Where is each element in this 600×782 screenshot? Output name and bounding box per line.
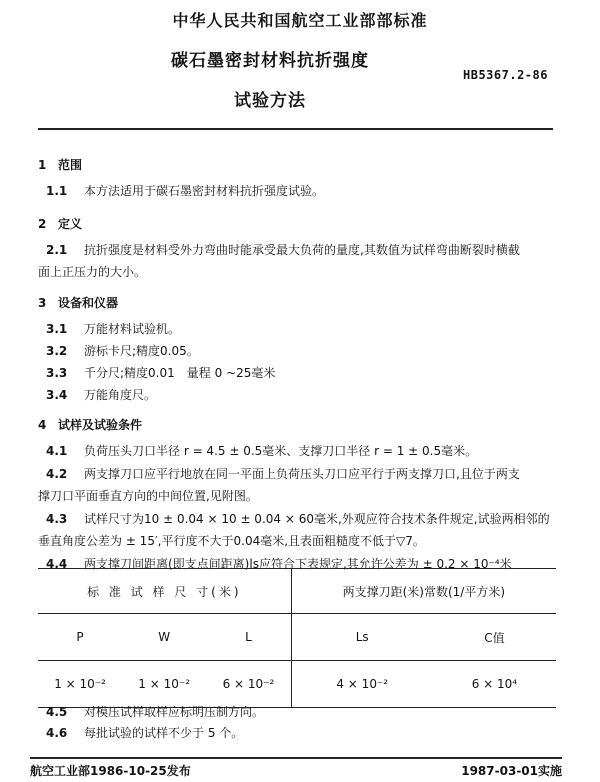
section-title: 试样及试验条件 [58, 418, 143, 432]
section-number: 2 [38, 217, 47, 231]
issue-date: 航空工业部1986-10-25发布 [30, 764, 191, 778]
clause-4-1 [46, 442, 477, 459]
clause-2-1-continuation: 面上正压力的大小。 [38, 265, 147, 279]
header-rule [38, 128, 553, 130]
section-title: 范围 [58, 158, 83, 172]
effective-date: 1987-03-01实施 [461, 764, 562, 778]
clause-text: 千分尺;精度0.01 量程 0 ~25毫米 [84, 366, 276, 380]
clause-number: 4.6 [46, 726, 68, 740]
specimen-size-table [38, 568, 556, 708]
clause-text: 游标卡尺;精度0.05。 [84, 344, 199, 358]
table-row [38, 661, 556, 708]
clause-number: 4.4 [46, 557, 68, 571]
section-number: 3 [38, 296, 47, 310]
cell-l: 6 × 10⁻² [206, 661, 291, 708]
clause-number: 4.1 [46, 444, 68, 458]
clause-text: 两支撑刀间距离(即支点间距离)ls应符合下表规定,其允许公差为 ± 0.2 × 10⁻⁴米 [84, 557, 512, 571]
clause-4-3-continuation: 垂直角度公差为 ± 15′,平行度不大于0.04毫米,且表面粗糙度不低于▽7。 [38, 534, 425, 548]
clause-4-5 [46, 703, 264, 720]
clause-3-1 [46, 320, 180, 337]
clause-2-1 [46, 241, 520, 258]
document-title: 碳石墨密封材料抗折强度 [171, 51, 369, 71]
clause-number: 4.5 [46, 705, 68, 719]
document-subtitle: 试验方法 [234, 91, 306, 111]
clause-text: 对模压试样取样应标明压制方向。 [84, 705, 265, 719]
clause-number: 3.1 [46, 322, 68, 336]
clause-number: 4.3 [46, 512, 68, 526]
header-support-distance-constant: 两支撑刀距(米)常数(1/平方米) [291, 569, 556, 614]
section-title: 设备和仪器 [58, 296, 119, 310]
clause-text: 本方法适用于碳石墨密封材料抗折强度试验。 [84, 184, 325, 198]
clause-text: 万能材料试验机。 [84, 322, 181, 336]
cell-ls: 4 × 10⁻² [291, 661, 433, 708]
issuing-organization: 中华人民共和国航空工业部部标准 [172, 11, 428, 30]
clause-number: 4.2 [46, 467, 68, 481]
clause-1-1 [46, 182, 324, 199]
clause-number: 3.2 [46, 344, 68, 358]
clause-3-4 [46, 386, 156, 403]
section-title: 定义 [58, 217, 83, 231]
standard-number: HB5367.2-86 [463, 68, 548, 82]
clause-text: 负荷压头刀口半径 r = 4.5 ± 0.5毫米、支撑刀口半径 r = 1 ± 0.5毫米。 [84, 444, 478, 458]
column-w: W [122, 614, 206, 661]
column-ls: Ls [291, 614, 433, 661]
clause-number: 1.1 [46, 184, 68, 198]
section-heading-1 [38, 156, 82, 173]
cell-p: 1 × 10⁻² [38, 661, 122, 708]
clause-text: 两支撑刀口应平行地放在同一平面上负荷压头刀口应平行于两支撑刀口,且位于两支 [84, 467, 520, 481]
header-specimen-size: 标 准 试 样 尺 寸(米) [38, 569, 291, 614]
clause-number: 3.3 [46, 366, 68, 380]
clause-text: 抗折强度是材料受外力弯曲时能承受最大负荷的量度,其数值为试样弯曲断裂时横截 [84, 243, 520, 257]
table-column-row [38, 614, 556, 661]
clause-3-2 [46, 342, 199, 359]
cell-c: 6 × 10⁴ [433, 661, 556, 708]
clause-number: 3.4 [46, 388, 68, 402]
section-heading-3 [38, 294, 118, 311]
clause-text: 每批试验的试样不少于 5 个。 [84, 726, 244, 740]
column-c: C值 [433, 614, 556, 661]
clause-text: 试样尺寸为10 ± 0.04 × 10 ± 0.04 × 60毫米,外观应符合技术条件规定,试验两相邻的 [84, 512, 550, 526]
clause-4-2-continuation: 撑刀口平面垂直方向的中间位置,见附图。 [38, 489, 258, 503]
clause-4-3 [46, 510, 550, 527]
section-heading-4 [38, 416, 142, 433]
clause-number: 2.1 [46, 243, 68, 257]
section-number: 4 [38, 418, 47, 432]
clause-3-3 [46, 364, 275, 381]
section-number: 1 [38, 158, 47, 172]
clause-4-6 [46, 724, 243, 741]
footer-rule [30, 757, 562, 759]
cell-w: 1 × 10⁻² [122, 661, 206, 708]
clause-text: 万能角度尺。 [84, 388, 157, 402]
column-p: P [38, 614, 122, 661]
clause-4-2 [46, 465, 520, 482]
table-header-row [38, 569, 556, 614]
column-l: L [206, 614, 291, 661]
section-heading-2 [38, 215, 82, 232]
